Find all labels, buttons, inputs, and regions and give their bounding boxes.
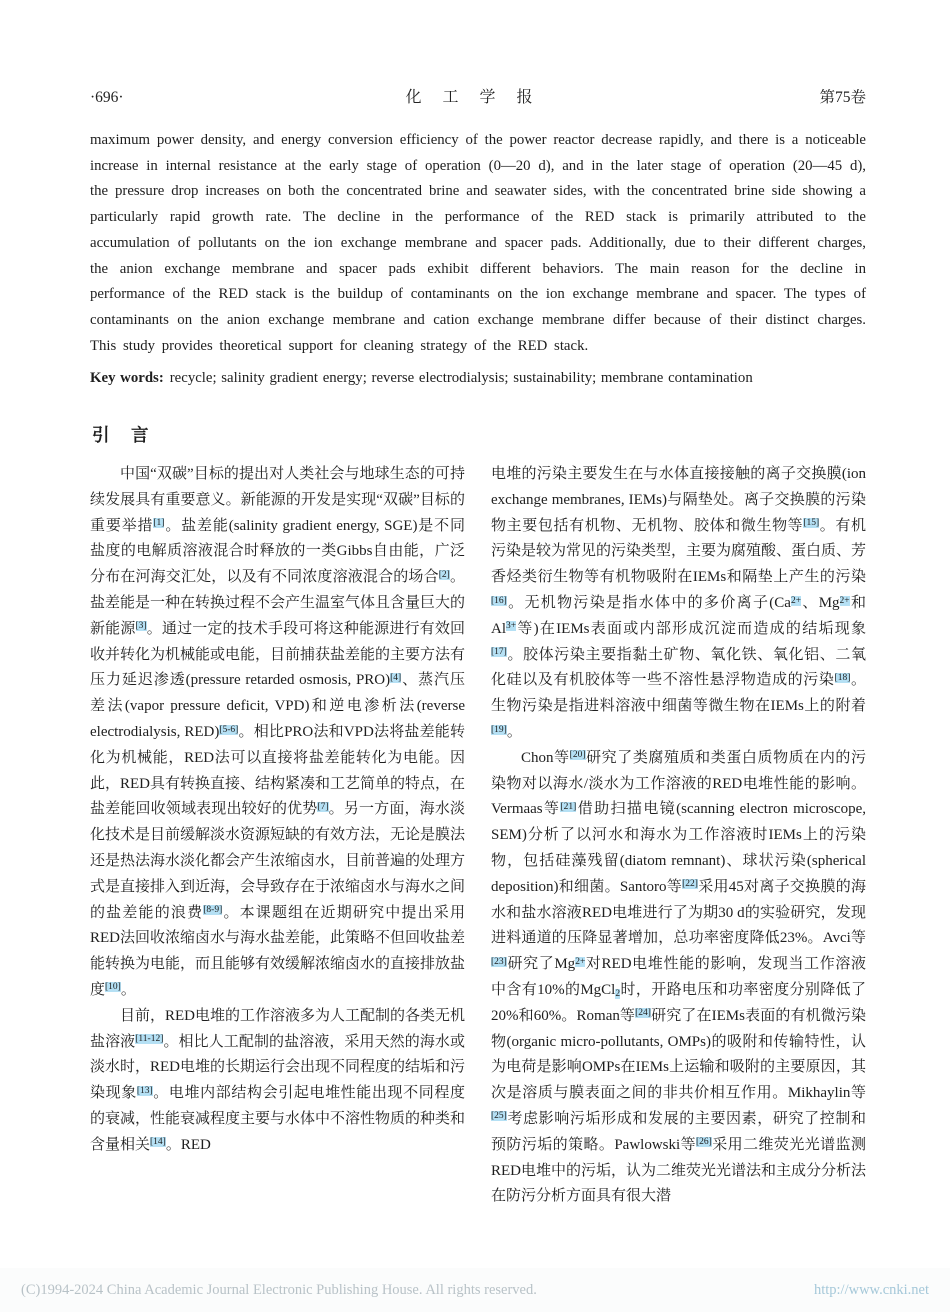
citation-ref[interactable]: [25] [491,1111,507,1122]
citation-ref[interactable]: [3] [135,621,147,632]
keywords-text: recycle; salinity gradient energy; reverse electrodialysis; sustainability; membrane contamination [169,370,753,387]
text-run: 。 [506,724,522,740]
paragraph [491,746,866,1210]
citation-ref[interactable]: [10] [105,982,121,993]
text-run: 借助扫描电镜(scanning electron microscope, SEM)分析了以河水和海水为工作溶液时IEMs上的污染物，包括硅藻残留(diatom remnant)、球状污染(spherical deposition)和细菌。Santoro等 [491,801,866,895]
text-run: 。生物污染是指进料溶液中细菌等微生物在IEMs上的附着 [491,672,866,715]
text-run: 。另一方面，海水淡化技术是目前缓解淡水资源短缺的有效方法，无论是膜法还是热法海水淡化都会产生浓缩卤水，目前普遍的处理方式是直接排入到近海，会导致存在于浓缩卤水与海水之间的盐差能的浪费 [90,801,466,921]
text-run: 对RED电堆性能的影响，发现当工作溶液中含有10%的MgCl [491,956,866,998]
text-run: 研究了类腐殖质和类蛋白质物质在内的污染物对以海水/淡水为工作溶液的RED电堆性能的影响。Vermaas等 [491,749,866,818]
text-run: 。通过一定的技术手段可将这种能源进行有效回收并转化为机械能或电能，目前捕获盐差能的主要方法有压力延迟渗透(pressure retarded osmosis, PRO) [90,620,466,689]
citation-ref[interactable]: [14] [150,1137,166,1148]
chem-script: 2+ [790,595,802,606]
text-run: 。无机物污染是指水体中的多价离子(Ca [506,595,791,612]
citation-ref[interactable]: [22] [682,879,698,890]
text-run: 。有机污染是较为常见的污染类型，主要为腐殖酸、蛋白质、芳香烃类衍生物等有机物吸附在IEMs和隔垫上产生的污染 [491,517,867,586]
citation-ref[interactable]: [17] [491,647,507,658]
text-run: 。本课题组在近期研究中提出采用RED法回收浓缩卤水与海水盐差能，此策略不但回收盐差能转换为电能，而且能够有效缓解浓缩卤水的直接排放盐度 [90,904,466,998]
citation-ref[interactable]: [21] [560,801,577,812]
citation-ref[interactable]: [15] [803,518,820,529]
text-run: 。相比PRO法和VPD法将盐差能转化为机械能，RED法可以直接将盐差能转化为电能。因此，RED具有转换直接、结构紧凑和工艺简单的特点，在盐差能回收领域表现出较好的优势 [90,724,466,818]
text-run: Chon等 [521,749,570,766]
text-run: 和Al [491,595,866,637]
paragraph [90,462,465,1004]
citation-ref[interactable]: [26] [696,1137,712,1148]
page-number: ·696· [90,89,124,106]
text-run: 等)在IEMs表面或内部形成沉淀而造成的结垢现象 [516,620,866,637]
text-run: 。相比人工配制的盐溶液，采用天然的海水或淡水时，RED电堆的长期运行会出现不同程度的结垢和污染现象 [90,1033,466,1102]
keywords-line [90,366,866,392]
citation-ref[interactable]: [19] [491,724,507,735]
journal-title: 化 工 学 报 [405,89,538,106]
cnki-url-link[interactable]: http://www.cnki.net [813,1281,929,1298]
section-title: 引 言 [92,425,151,446]
body-columns [90,462,866,1210]
keywords-label: Key words: [90,370,164,387]
text-run: 、蒸汽压差法(vapor pressure deficit, VPD)和逆电渗析法(reverse electrodialysis, RED) [90,672,465,740]
citation-ref[interactable]: [2] [438,569,450,580]
text-run: 。RED [165,1136,211,1153]
paragraph [90,1004,465,1159]
paragraph [491,462,866,746]
chem-script: 2+ [839,595,850,606]
chem-script: 3+ [506,621,517,632]
text-run: 考虑影响污垢形成和发展的主要因素，研究了控制和预防污垢的策略。Pawlowski等 [491,1110,866,1153]
citation-ref[interactable]: [5-6] [219,724,239,735]
citation-ref[interactable]: [20] [569,750,586,761]
citation-ref[interactable]: [13] [136,1085,153,1096]
text-run: 研究了在IEMs表面的有机微污染物(organic micro-pollutants, OMPs)的吸附和传输特性，认为电荷是影响OMPs在IEMs上运输和吸附的主要原因，其次是溶质与膜表面之间的非共价相互作用。Mikhaylin等 [491,1007,866,1102]
running-head [90,84,866,107]
text-run: 采用45对离子交换膜的海水和盐水溶液RED电堆进行了为期30 d的实验研究，发现进料通道的压降显著增加，总功率密度降低23%。Avci等 [491,878,866,947]
citation-ref[interactable]: [1] [153,518,165,529]
abstract-text: maximum power density, and energy conversion efficiency of the power reactor decrease rapidly, and there is a noticeable increase in internal resistance at the early stage of operation (0—20 d), and in the later stage of operation (20—45 d), the pressure drop increases on both the concentrated brine and seawater sides, with the concentrated brine side showing a particularly rapid growth rate. The decline in the performance of the RED stack is primarily attributed to the accumulation of pollutants on the ion exchange membrane and spacer pads. Additionally, due to their different charges, the anion exchange membrane and spacer pads exhibit different behaviors. The main reason for the decline in performance of the RED stack is the buildup of contaminants on the ion exchange membrane and spacer. The types of contaminants on the anion exchange membrane and cation exchange membrane differ because of their distinct charges. This study provides theoretical support for cleaning strategy of the RED stack. [90,132,866,354]
text-run: 。盐差能(salinity gradient energy, SGE)是不同盐度的电解质溶液混合时释放的一类Gibbs自由能，广泛分布在河海交汇处，以及有不同浓度溶液混合的场合 [90,517,465,586]
left-column [90,462,465,1210]
citation-ref[interactable]: [8-9] [203,905,223,916]
text-run: 。胶体污染主要指黏土矿物、氧化铁、氧化铝、二氧化硅以及有机胶体等一些不溶性悬浮物造成的污染 [491,646,866,689]
citation-ref[interactable]: [24] [635,1008,651,1019]
citation-ref[interactable]: [4] [390,672,402,683]
volume-label: 第75卷 [819,89,866,106]
right-column [491,462,866,1210]
text-run: 、Mg [801,595,840,612]
text-run: 中国“双碳”目标的提出对人类社会与地球生态的可持续发展具有重要意义。新能源的开发是实现“双碳”目标的重要举措 [90,466,465,534]
chem-script: 2 [615,988,621,999]
text-run: 目前，RED电堆的工作溶液多为人工配制的各类无机盐溶液 [90,1007,466,1050]
text-run: 研究了Mg [506,956,576,973]
citation-ref[interactable]: [11-12] [135,1034,164,1045]
chem-script: 2+ [575,956,586,967]
footer [0,1268,950,1312]
citation-ref[interactable]: [16] [491,595,507,606]
copyright-text: (C)1994-2024 China Academic Journal Electronic Publishing House. All rights reserved. [21,1281,537,1298]
citation-ref[interactable]: [23] [491,956,507,967]
citation-ref[interactable]: [7] [317,801,329,812]
text-run: 电堆的污染主要发生在与水体直接接触的离子交换膜(ion exchange membranes, IEMs)与隔垫处。离子交换膜的污染物主要包括有机物、无机物、胶体和微生物等 [491,466,866,534]
text-run: 。 [120,981,136,998]
text-run: 。盐差能是一种在转换过程不会产生温室气体且含量巨大的新能源 [90,569,466,637]
text-run: 。电堆内部结构会引起电堆性能出现不同程度的衰减，性能衰减程度主要与水体中不溶性物质的种类和含量相关 [90,1085,466,1153]
citation-ref[interactable]: [18] [834,672,851,683]
text-run: 时，开路电压和功率密度分别降低了20%和60%。Roman等 [491,981,866,1024]
text-run: 采用二维荧光光谱监测RED电堆中的污垢，认为二维荧光光谱法和主成分分析法在防污分析方面具有很大潜 [491,1136,867,1205]
